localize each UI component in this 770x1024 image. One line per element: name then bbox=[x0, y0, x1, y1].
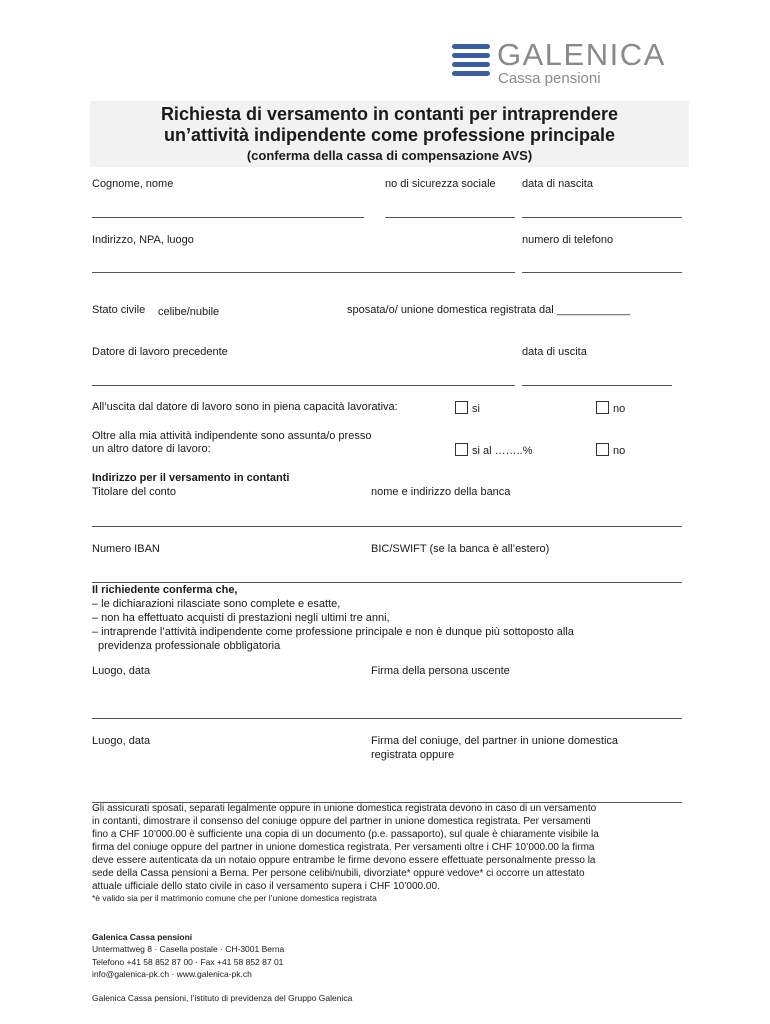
notice-line: deve essere autenticata da un notaio oppure entrambe le firme devono essere effettuate personalmente presso la bbox=[92, 855, 596, 866]
logo-name: GALENICA bbox=[497, 37, 666, 72]
ssn-label: no di sicurezza sociale bbox=[385, 178, 496, 190]
phone-field[interactable] bbox=[522, 272, 682, 273]
iban-label: Numero IBAN bbox=[92, 543, 160, 555]
confirm-heading: Il richiedente conferma che, bbox=[92, 584, 238, 596]
other-employer-no-checkbox[interactable] bbox=[596, 443, 609, 456]
confirm-item: previdenza professionale obbligatoria bbox=[98, 640, 281, 652]
notice-footnote: *è valido sia per il matrimonio comune che per l’unione domestica registrata bbox=[92, 893, 377, 903]
other-employer-line2: un altro datore di lavoro: bbox=[92, 443, 211, 455]
bank-label: nome e indirizzo della banca bbox=[371, 486, 511, 498]
capacity-no-checkbox[interactable] bbox=[596, 401, 609, 414]
galenica-logo-icon bbox=[452, 44, 490, 80]
capacity-yes-label: si bbox=[472, 403, 480, 415]
signature-label: Firma della persona uscente bbox=[371, 665, 510, 677]
capacity-no[interactable] bbox=[596, 401, 625, 416]
birthdate-label: data di nascita bbox=[522, 178, 593, 190]
account-holder-label: Titolare del conto bbox=[92, 486, 176, 498]
notice-line: sede della Cassa pensioni a Berna. Per persone celibi/nubili, divorziate* oppure vedove* ci occorre un attestato bbox=[92, 868, 585, 879]
other-employer-no[interactable] bbox=[596, 443, 625, 458]
notice-line: in contanti, dimostrare il consenso del coniuge oppure del partner in unione domestica registrata. Per versamenti bbox=[92, 816, 591, 827]
birthdate-field[interactable] bbox=[522, 217, 682, 218]
page-title-line2: un’attività indipendente come professione principale bbox=[163, 125, 616, 145]
place-date-label-2: Luogo, data bbox=[92, 735, 151, 747]
capacity-yes[interactable] bbox=[455, 401, 480, 416]
notice-line: firma del coniuge oppure del partner in unione domestica registrata. Per versamenti oltre i CHF 10’000.00 la firma bbox=[92, 842, 595, 853]
cognome-field[interactable] bbox=[92, 217, 364, 218]
iban-field[interactable] bbox=[92, 582, 682, 583]
other-employer-no-label: no bbox=[613, 445, 626, 457]
logo-sub: Cassa pensioni bbox=[498, 70, 601, 87]
signature-field[interactable] bbox=[92, 718, 682, 719]
capacity-no-label: no bbox=[613, 403, 626, 415]
place-date-label: Luogo, data bbox=[92, 665, 151, 677]
confirm-item: – intraprende l’attività indipendente come professione principale e non è dunque più sottoposto alla bbox=[92, 626, 574, 638]
exit-date-field[interactable] bbox=[522, 385, 672, 386]
footer-tagline: Galenica Cassa pensioni, l’istituto di previdenza del Gruppo Galenica bbox=[92, 993, 353, 1003]
other-employer-yes-label: si al ……..% bbox=[472, 445, 533, 457]
confirm-item: – le dichiarazioni rilasciate sono complete e esatte, bbox=[92, 598, 341, 610]
exit-date-label: data di uscita bbox=[522, 346, 587, 358]
footer-contact: info@galenica-pk.ch · www.galenica-pk.ch bbox=[92, 969, 252, 979]
other-employer-yes[interactable] bbox=[455, 443, 533, 458]
employer-label: Datore di lavoro precedente bbox=[92, 346, 228, 358]
single-option[interactable]: celibe/nubile bbox=[158, 306, 220, 318]
confirm-item: – non ha effettuato acquisti di prestazioni negli ultimi tre anni, bbox=[92, 612, 390, 624]
spouse-signature-label-2: registrata oppure bbox=[371, 749, 455, 761]
cognome-label: Cognome, nome bbox=[92, 178, 174, 190]
ssn-field[interactable] bbox=[385, 217, 515, 218]
other-employer-yes-checkbox[interactable] bbox=[455, 443, 468, 456]
notice-line: attuale ufficiale dello stato civile in caso il versamento supera i CHF 10’000.00. bbox=[92, 881, 440, 892]
notice-line: Gli assicurati sposati, separati legalmente oppure in unione domestica registrata devono in caso di un versamento bbox=[92, 803, 597, 814]
footer-company: Galenica Cassa pensioni bbox=[92, 932, 193, 942]
address-field[interactable] bbox=[92, 272, 515, 273]
account-holder-field[interactable] bbox=[92, 526, 682, 527]
capacity-yes-checkbox[interactable] bbox=[455, 401, 468, 414]
footer-address: Untermattweg 8 · Casella postale · CH-3001 Berna bbox=[92, 944, 285, 954]
payment-section-heading: Indirizzo per il versamento in contanti bbox=[92, 472, 290, 484]
page-subtitle: (conferma della cassa di compensazione AVS) bbox=[246, 148, 533, 163]
spouse-signature-label-1: Firma del coniuge, del partner in unione domestica bbox=[371, 735, 619, 747]
address-label: Indirizzo, NPA, luogo bbox=[92, 234, 194, 246]
employer-field[interactable] bbox=[92, 385, 515, 386]
work-capacity-question: All’uscita dal datore di lavoro sono in piena capacità lavorativa: bbox=[92, 401, 398, 413]
civil-status-label: Stato civile bbox=[92, 304, 146, 316]
page-title-line1: Richiesta di versamento in contanti per intraprendere bbox=[160, 104, 619, 124]
footer-phone: Telefono +41 58 852 87 00 · Fax +41 58 852 87 01 bbox=[92, 957, 284, 967]
notice-line: fino a CHF 10’000.00 è sufficiente una copia di un documento (p.e. passaporto), sul quale è chiaramente visibile la bbox=[92, 829, 599, 840]
bic-label: BIC/SWIFT (se la banca è all’estero) bbox=[371, 543, 550, 555]
other-employer-line1: Oltre alla mia attività indipendente sono assunta/o presso bbox=[92, 430, 372, 442]
phone-label: numero di telefono bbox=[522, 234, 614, 246]
married-option[interactable]: sposata/o/ unione domestica registrata dal ____________ bbox=[347, 304, 631, 316]
